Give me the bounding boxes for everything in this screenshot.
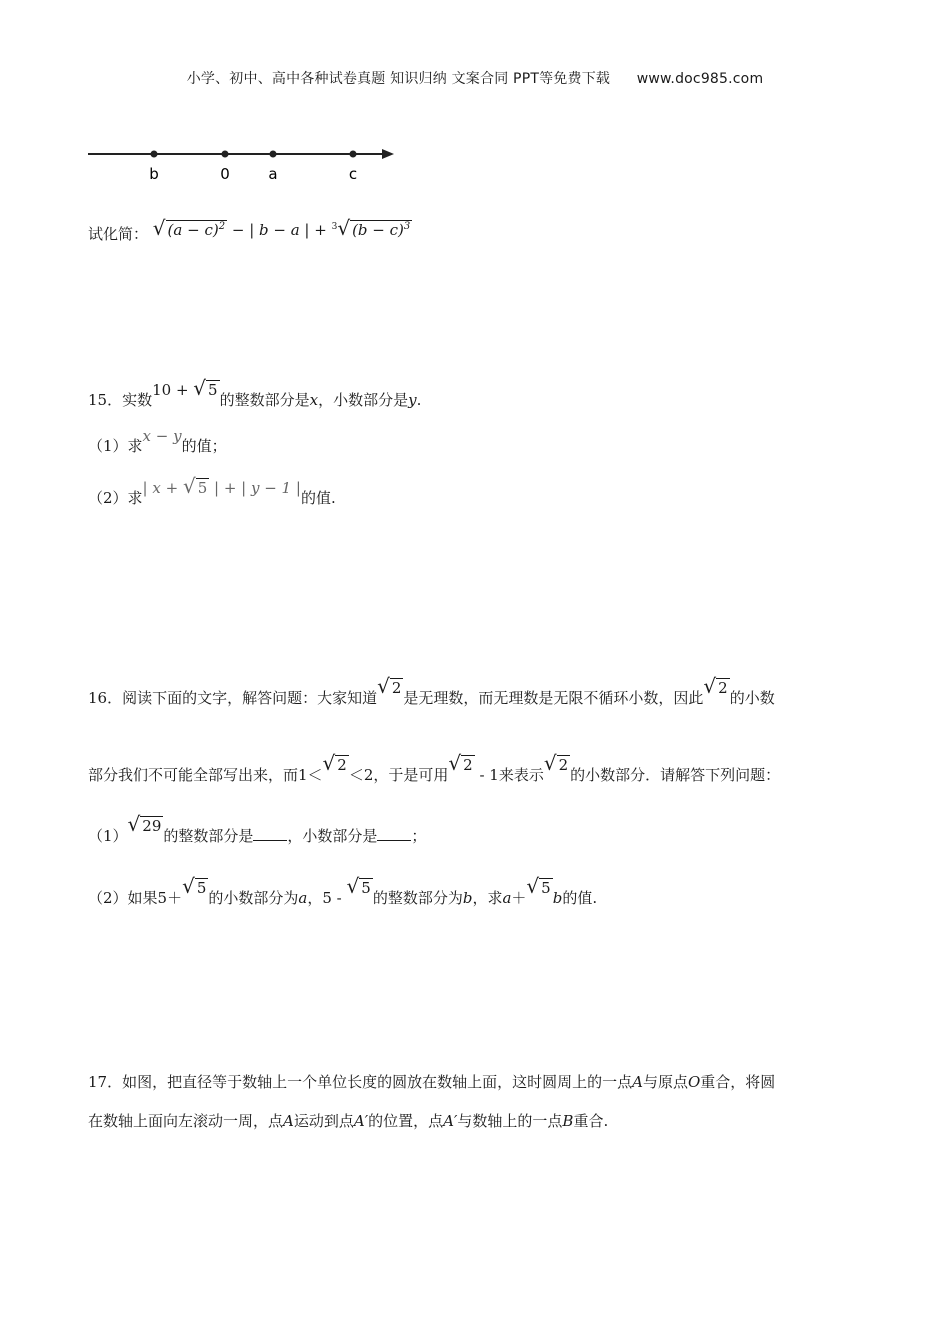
q16-l2-a: 部分我们不可能全部写出来，而1＜ — [88, 766, 323, 784]
q16-p1-end: ； — [411, 827, 427, 845]
q14-expr-mid: − | b − a | + — [231, 221, 332, 239]
q16-rad2-d: 2 — [463, 756, 473, 774]
q16-line-1 — [88, 674, 775, 708]
q14-expr-a-exp: 2 — [218, 221, 226, 232]
header-text: 小学、初中、高中各种试卷真题 知识归纳 文案合同 PPT等免费下载 — [186, 71, 611, 87]
q15-stem-end: . — [416, 391, 422, 409]
q14-cube-index: 3 — [331, 222, 338, 232]
q16-p2-f: ＋ — [511, 889, 527, 907]
q17-pt-O: O — [687, 1073, 701, 1091]
q16-sqrt2-e: √ 2 — [543, 751, 569, 775]
q15-part-2 — [88, 474, 336, 508]
q14-expr-b-exp: 3 — [403, 221, 411, 232]
q17-pt-Aprime-2: A′ — [443, 1112, 458, 1130]
page-header — [0, 68, 950, 88]
point-a — [270, 151, 277, 158]
q16-l2-c: - 1来表示 — [474, 766, 544, 784]
q16-p2-g: 的值. — [562, 889, 598, 907]
point-0 — [222, 151, 229, 158]
q15-p1-pre: （1）求 — [88, 437, 143, 455]
point-b — [151, 151, 158, 158]
q17-pt-A: A — [632, 1073, 643, 1091]
q17-pt-B: B — [562, 1112, 574, 1130]
q16-p1-mid2: ，小数部分是 — [287, 827, 378, 845]
q16-sqrt2-d: √ 2 — [448, 751, 473, 775]
q16-p2-a: （2）如果5＋ — [88, 889, 183, 907]
q16-l1-c: 的小数 — [729, 689, 775, 707]
q15-expr-left: 10 + — [152, 381, 194, 399]
q17-l2-b: 运动到点 — [293, 1112, 354, 1130]
q16-rad2-a: 2 — [391, 679, 402, 697]
label-b: b — [149, 165, 159, 183]
q16-blank-integer[interactable] — [253, 828, 287, 841]
q15-p2-post: 的值. — [300, 489, 336, 507]
q17-l1-b: 与原点 — [642, 1073, 688, 1091]
q16-rad2-c: 2 — [337, 756, 347, 774]
q16-p2-b: 的小数部分为 — [208, 889, 299, 907]
q17-l2-c: 的位置，点 — [368, 1112, 444, 1130]
q17-l2-a: 在数轴上面向左滚动一周，点 — [88, 1112, 284, 1130]
label-a: a — [268, 165, 278, 183]
q16-p2-e: ，求 — [472, 889, 503, 907]
q16-rad5-c: 5 — [541, 879, 551, 897]
q16-rad2-e: 2 — [558, 756, 569, 774]
q15-p2-expr: | x + √ 5 | + | y − 1 | — [142, 474, 301, 498]
q17-l2-e: 重合. — [573, 1112, 609, 1130]
q14-expr-b: (b − c) — [352, 221, 404, 239]
q15-expr-rad: 5 — [208, 381, 218, 399]
q17-l1-c: 重合，将圆 — [700, 1073, 776, 1091]
q14-simplify-line — [88, 216, 412, 244]
q15-stem-post-2: ，小数部分是 — [318, 391, 409, 409]
q16-blank-decimal[interactable] — [377, 828, 411, 841]
q14-prefix: 试化简： — [88, 225, 149, 243]
q16-sqrt5-b: √ 5 — [346, 874, 371, 898]
q17-line-2 — [88, 1110, 608, 1131]
q15-var-x: x — [309, 391, 319, 409]
q16-p1-mid: 的整数部分是 — [163, 827, 254, 845]
q16-rad5-a: 5 — [196, 879, 207, 897]
q16-sqrt2-a: √ 2 — [377, 674, 402, 698]
q17-l1-a: 17．如图，把直径等于数轴上一个单位长度的圆放在数轴上面，这时圆周上的一点 — [88, 1073, 633, 1091]
q15-p2-expr-rad: 5 — [197, 479, 208, 497]
q15-var-y: y — [408, 391, 417, 409]
number-line-arrow — [382, 149, 394, 159]
q16-p2-d: 的整数部分为 — [372, 889, 463, 907]
q16-sqrt5-a: √ 5 — [182, 874, 207, 898]
q16-rad29: 29 — [142, 817, 162, 835]
q17-line-1 — [88, 1071, 775, 1092]
q16-sqrt2-c: √ 2 — [322, 751, 347, 775]
q15-part-1 — [88, 427, 227, 456]
q16-l1-a: 16．阅读下面的文字，解答问题：大家知道 — [88, 689, 378, 707]
q16-var-b: b — [462, 889, 473, 907]
q15-p1-post: 的值； — [181, 437, 227, 455]
q15-stem-post-1: 的整数部分是 — [219, 391, 310, 409]
q16-l2-d: 的小数部分．请解答下列问题： — [570, 766, 781, 784]
q16-l1-b: 是无理数，而无理数是无限不循环小数，因此 — [403, 689, 704, 707]
q15-p2-expr-a: | x + — [142, 479, 183, 497]
q14-expr-a: (a − c) — [167, 221, 219, 239]
q15-p2-pre: （2）求 — [88, 489, 143, 507]
q16-p1-pre: （1） — [88, 827, 128, 845]
q16-part-1 — [88, 812, 427, 846]
number-line-figure — [86, 142, 416, 192]
q16-rad5-b: 5 — [361, 879, 371, 897]
q17-l2-d: 与数轴上的一点 — [457, 1112, 563, 1130]
q16-var-b-2: b — [552, 889, 563, 907]
q14-cbrt-expr: $^3$√ $(b - c)^3$ — [331, 216, 411, 240]
q16-var-a-2: a — [502, 889, 512, 907]
q16-sqrt2-b: √ 2 — [703, 674, 728, 698]
point-c — [350, 151, 357, 158]
q15-stem-pre: 15．实数 — [88, 391, 153, 409]
q14-sqrt-expr: √ $(a - c)^2$ — [152, 216, 226, 240]
q16-line-2 — [88, 751, 781, 785]
q16-sqrt5-c: √ 5 — [526, 874, 551, 898]
q15-stem-expr: 10 + √ 5 — [152, 376, 218, 400]
q17-pt-Aprime: A′ — [353, 1112, 369, 1130]
q16-sqrt29: √ 29 — [127, 812, 162, 836]
q17-pt-A-2: A — [283, 1112, 294, 1130]
header-site-link[interactable]: www.doc985.com — [636, 71, 764, 87]
q15-p2-expr-b: | + | y − 1 | — [209, 479, 301, 497]
label-0: 0 — [220, 165, 230, 183]
q15-stem — [88, 376, 422, 410]
q16-var-a: a — [298, 889, 308, 907]
q16-l2-b: ＜2，于是可用 — [348, 766, 449, 784]
q15-p1-expr: x − y — [142, 427, 182, 445]
q16-part-2 — [88, 874, 598, 908]
q16-p2-c: ，5 - — [307, 889, 347, 907]
label-c: c — [348, 165, 358, 183]
q16-rad2-b: 2 — [718, 679, 728, 697]
